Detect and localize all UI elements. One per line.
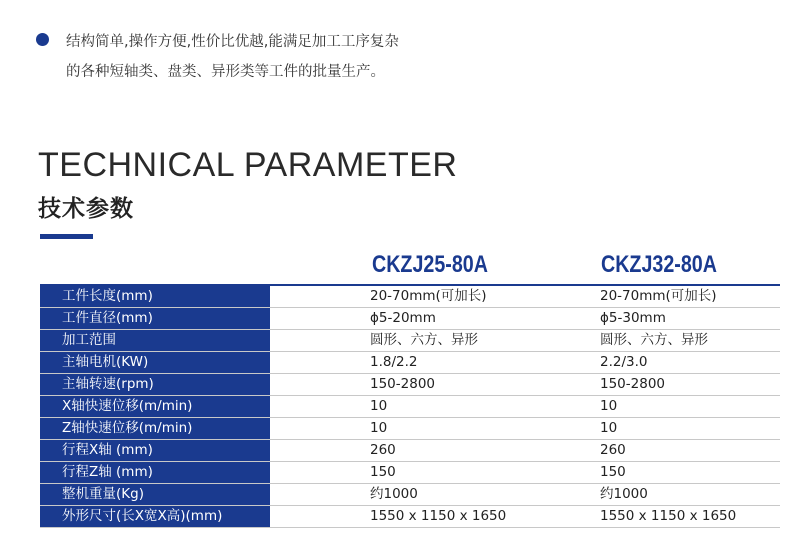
row-label (40, 286, 270, 307)
row-label-text: 工件直径(mm) (62, 310, 153, 326)
intro-line-2: 的各种短轴类、盘类、异形类等工件的批量生产。 (66, 64, 385, 80)
row-label-text: 工件长度(mm) (62, 288, 153, 304)
row-value-model-2: 圆形、六方、异形 (600, 332, 708, 348)
row-value-model-1: 20-70mm(可加长) (370, 288, 487, 304)
section-title-en: TECHNICAL PARAMETER (38, 146, 458, 184)
row-label (40, 484, 270, 505)
row-value-model-1: 约1000 (370, 486, 418, 502)
row-value-model-1: 1550 x 1150 x 1650 (370, 508, 507, 524)
section-title-cn: 技术参数 (38, 196, 134, 222)
table-row (40, 462, 780, 484)
row-value-model-1: 圆形、六方、异形 (370, 332, 478, 348)
row-value-model-2: 1550 x 1150 x 1650 (600, 508, 737, 524)
row-value-model-2: 260 (600, 442, 626, 458)
row-label-text: 行程X轴 (mm) (62, 442, 153, 458)
row-label (40, 506, 270, 527)
table-row (40, 440, 780, 462)
row-label-text: 行程Z轴 (mm) (62, 464, 153, 480)
table-row (40, 374, 780, 396)
model-name-2: CKZJ32-80A (601, 251, 717, 278)
title-underline (40, 234, 93, 239)
row-value-model-2: 150-2800 (600, 376, 665, 392)
bullet-dot-icon (36, 33, 49, 46)
row-value-model-1: 10 (370, 420, 388, 436)
table-row (40, 330, 780, 352)
row-label (40, 418, 270, 439)
row-value-model-2: 10 (600, 398, 618, 414)
table-row (40, 308, 780, 330)
row-value-model-1: 150-2800 (370, 376, 435, 392)
row-label-text: 加工范围 (62, 332, 116, 348)
row-label (40, 440, 270, 461)
row-label (40, 396, 270, 417)
table-row (40, 484, 780, 506)
row-value-model-1: 10 (370, 398, 388, 414)
row-value-model-1: 260 (370, 442, 396, 458)
row-value-model-2: 2.2/3.0 (600, 354, 648, 370)
row-label-text: 外形尺寸(长X宽X高)(mm) (62, 508, 223, 524)
row-label-text: 整机重量(Kg) (62, 486, 144, 502)
row-value-model-1: 150 (370, 464, 396, 480)
row-label-text: X轴快速位移(m/min) (62, 398, 193, 414)
row-label-text: 主轴电机(KW) (62, 354, 149, 370)
row-value-model-2: 10 (600, 420, 618, 436)
row-value-model-2: 约1000 (600, 486, 648, 502)
parameter-table (40, 284, 780, 528)
table-row (40, 418, 780, 440)
row-label (40, 352, 270, 373)
intro-line-1: 结构简单,操作方便,性价比优越,能满足加工工序复杂 (66, 34, 399, 50)
table-row (40, 506, 780, 528)
row-value-model-2: ϕ5-30mm (600, 310, 666, 326)
row-value-model-1: ϕ5-20mm (370, 310, 436, 326)
row-value-model-2: 20-70mm(可加长) (600, 288, 717, 304)
row-label-text: 主轴转速(rpm) (62, 376, 154, 392)
table-row (40, 396, 780, 418)
table-row (40, 284, 780, 308)
row-label (40, 462, 270, 483)
row-label (40, 374, 270, 395)
row-label-text: Z轴快速位移(m/min) (62, 420, 193, 436)
table-row (40, 352, 780, 374)
row-value-model-2: 150 (600, 464, 626, 480)
model-name-1: CKZJ25-80A (372, 251, 488, 278)
row-label (40, 308, 270, 329)
row-label (40, 330, 270, 351)
row-value-model-1: 1.8/2.2 (370, 354, 418, 370)
